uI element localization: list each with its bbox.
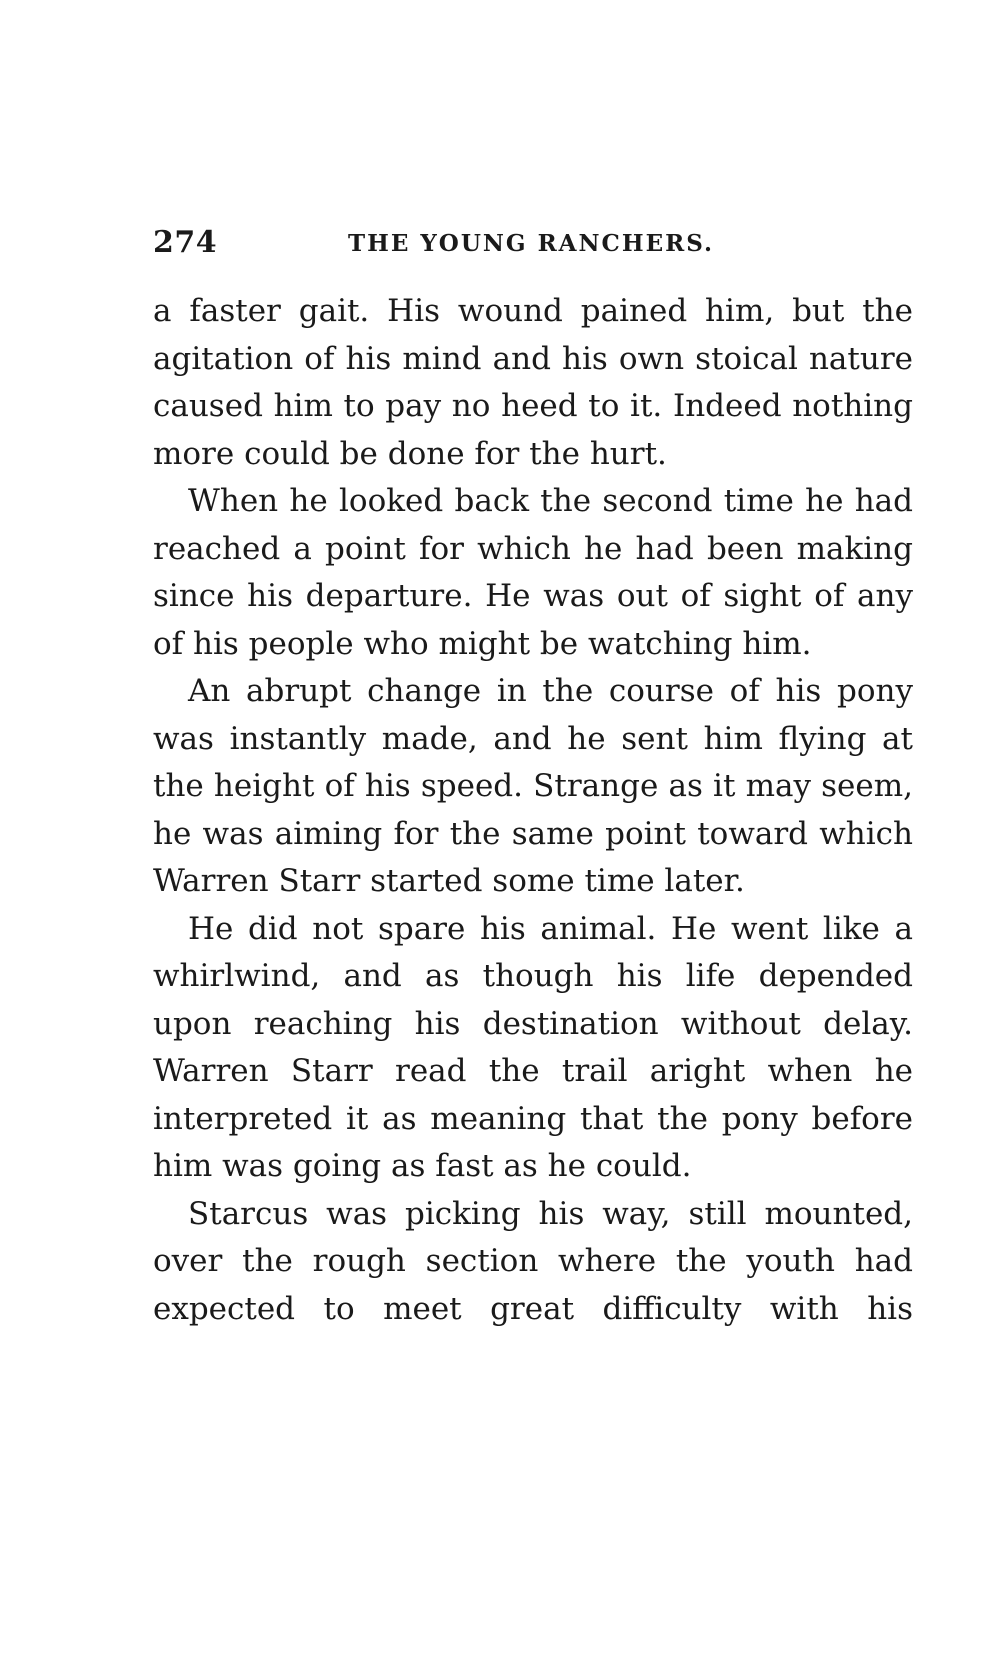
running-head (153, 225, 913, 265)
running-title: THE YOUNG RANCHERS. (348, 230, 715, 257)
paragraph-3: An abrupt change in the course of his pony was instantly made, and he sent him flying at the height of his speed. Strange as it may seem, he was aiming for the same point toward which Warren Starr started some time later. (153, 673, 913, 899)
paragraph-4: He did not spare his animal. He went like a whirlwind, and as though his life depended upon reaching his destination without delay. Warren Starr read the trail aright when he interpreted it as meaning that the pony before him was going as fast as he could. (153, 910, 913, 1184)
paragraph-5: Starcus was picking his way, still mounted, over the rough section where the youth had expected to meet great difficulty with his (153, 1195, 913, 1327)
paragraph-2: When he looked back the second time he had reached a point for which he had been making since his departure. He was out of sight of any of his people who might be watching him. (153, 483, 913, 662)
body-text (153, 288, 913, 1333)
page-number: 274 (153, 225, 218, 260)
paragraph-1: a faster gait. His wound pained him, but the agitation of his mind and his own stoical nature caused him to pay no heed to it. Indeed nothing more could be done for the hurt. (153, 293, 913, 472)
